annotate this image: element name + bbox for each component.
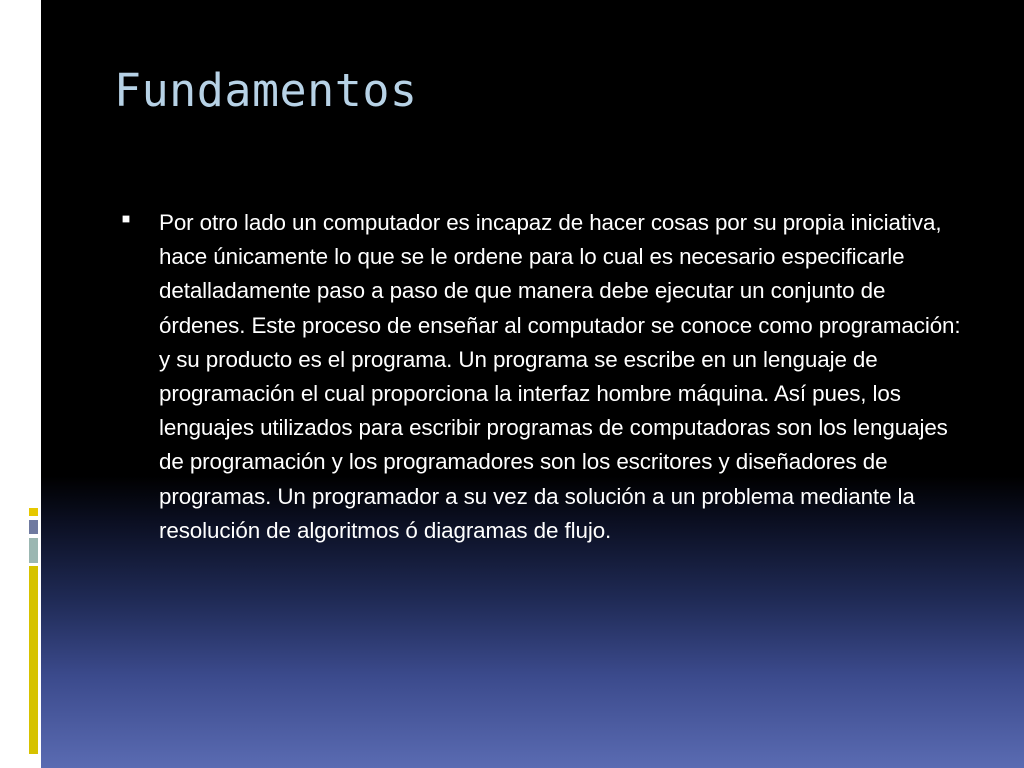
bullet-text: Por otro lado un computador es incapaz de hacer cosas por su propia iniciativa, hace únicamente lo que se le ordene para lo cual es necesario especificarle detalladamente paso a paso de que manera debe ejecutar un conjunto de órdenes. Este proceso de enseñar al computador se conoce como programación: y su producto es el programa. Un programa se escribe en un lenguaje de programación el cual proporciona la interfaz hombre máquina. Así pues, los lenguajes utilizados para escribir programas de computadoras son los lenguajes de programación y los programadores son los escritores y diseñadores de programas. Un programador a su vez da solución a un problema mediante la resolución de algoritmos ó diagramas de flujo. [159,210,961,543]
accent-bar-yellow-small [29,508,38,516]
bullet-item [122,206,972,548]
decorative-side-bars [29,0,41,768]
accent-bar-gray [29,520,38,534]
accent-bar-teal [29,538,38,563]
square-bullet-icon [123,216,130,223]
accent-bar-yellow-large [29,566,38,754]
slide-body [122,206,972,548]
slide-title: Fundamentos [114,64,418,117]
